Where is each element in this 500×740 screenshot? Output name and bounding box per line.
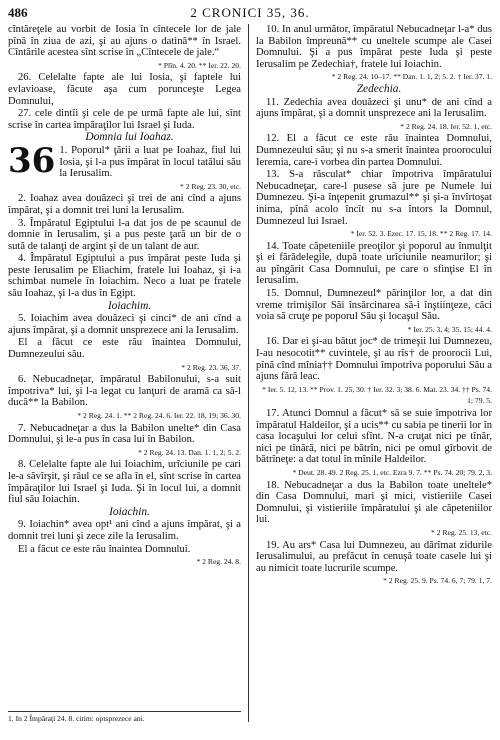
running-title: 2 CRONICI 35, 36.	[190, 5, 310, 20]
section-heading-zedechia: Zedechia.	[356, 82, 402, 95]
crossref: * 2 Reg. 24. 1. ** 2 Reg. 24. 6. Ier. 22. 18, 19; 36. 30.	[77, 411, 241, 420]
verse-2: 2. Ioahaz avea douăzeci şi trei de ani cînd a ajuns împărat, şi a domnit trei luni la Ierusalim.	[8, 193, 241, 216]
left-column	[8, 24, 241, 569]
verse-14: 14. Toate căpeteniile preoţilor şi poporul au înmulţit şi ei fărădelegile, după toate urîciunile neamurilor; şi au pîngărit Casa Domnului, pe care o sfinţise El în Ierusalim.	[256, 240, 492, 287]
verse-5: 5. Ioiachim avea douăzeci şi cinci* de ani cînd a ajuns împărat, şi a domnit unsprezece ani la Ierusalim.	[8, 313, 241, 336]
verse-7: 7. Nebucadneţar a dus la Babilon unelte* din Casa Domnului, şi le-a pus în casa lui în Babilon.	[8, 422, 241, 446]
verse-4: 4. Împăratul Egiptului a pus împărat peste Iuda şi peste Ierusalim pe Eliachim, fratele lui Ioahaz, şi i-a schimbat numele în Ioiachim. Neco a luat pe fratele său Ioahaz, şi l-a dus în Egipt.	[8, 253, 241, 300]
crossref: * Ier. 25. 3, 4; 35. 15; 44. 4.	[407, 324, 492, 334]
verse-1: 1. Poporul* ţării a luat pe Ioahaz, fiul lui Iosia, şi l-a pus împărat în locul tatălui său la Ierusalim.	[59, 144, 241, 180]
verse-25-continued: cîntăreţele au vorbit de Iosia în cîntecele lor de jale pînă în ziua de azi, şi au ajuns o datină** în Israel. Cîntările acestea sînt scrise în „Cîntecele de jale.“	[8, 24, 241, 59]
verse-17: 17. Atunci Domnul a făcut* să se suie împotriva lor împăratul Haldeilor, şi a ucis** cu sabia pe tinerii lor în casa locaşului lor celui sfînt. N-a cruţat nici pe tînăr, nici pe tînără, nici pe bătrîn, nici pe omul gîrbovit de bătrîneţe: a dat totul în mînile Haldeilor.	[256, 408, 492, 466]
verse-9b: El a făcut ce este rău înaintea Domnului.	[18, 543, 191, 555]
crossref: * 2 Reg. 24. 8.	[196, 557, 241, 567]
verse-11: 11. Zedechia avea douăzeci şi unu* de ani cînd a ajuns împărat, şi a domnit unsprezece ani la Ierusalim.	[256, 96, 492, 120]
crossref: * 2 Reg. 23. 36, 37.	[181, 362, 241, 372]
column-divider	[248, 24, 249, 722]
verse-27: 27. cele dintîi şi cele de pe urmă fapte ale lui, sînt scrise în cartea împăraţilor lui Israel şi Iuda.	[8, 108, 241, 131]
crossref: * 2 Reg. 23. 30, etc.	[180, 181, 241, 191]
section-heading-ioahaz: Domnia lui Ioahaz.	[85, 131, 174, 144]
verse-26: 26. Celelalte fapte ale lui Iosia, şi faptele lui evlavioase, făcute aşa cum porunceşte Legea Domnului,	[8, 72, 241, 107]
crossref: * Ier. 5. 12, 13. ** Prov. 1. 25, 30. † Ier. 32. 3; 38. 6. Mat. 23. 34. †† Ps. 74. 1; 79. 5.	[262, 384, 492, 406]
crossref: * Deut. 28. 49. 2 Reg. 25. 1, etc. Ezra 9. 7. ** Ps. 74. 20; 79. 2, 3.	[292, 467, 492, 477]
verse-10: 10. In anul următor, împăratul Nebucadneţar l-a* dus la Babilon împreună** cu uneltele scumpe ale Casei Domnului. Şi a pus împărat peste Iuda şi peste Ierusalim pe Zedechia†, fratele lui Ioiachin.	[256, 24, 492, 70]
chapter-36-start	[8, 140, 241, 181]
verse-19: 19. Au ars* Casa lui Dumnezeu, au dărîmat zidurile Ierusalimului, au prefăcut în cenuşă toate casele lui şi au nimicit toate lucrurile scumpe.	[256, 539, 492, 574]
crossref: * 2 Reg. 24. 13. Dan. 1. 1, 2; 5. 2.	[138, 447, 241, 457]
verse-9: 9. Ioiachin* avea opt¹ ani cînd a ajuns împărat, şi a domnit trei luni şi zece zile la Ierusalim.	[8, 519, 241, 542]
verse-18: 18. Nebucadneţar a dus la Babilon toate uneltele* din Casa Domnului, mari şi mici, vistieriile Casei Domnului, şi vistieriile împăratului şi ale căpeteniilor lui.	[256, 479, 492, 526]
crossref: * 2 Reg. 25. 13, etc.	[431, 527, 492, 537]
verse-5b: El a făcut ce este rău înaintea Domnului, Dumnezeului său.	[8, 337, 241, 361]
verse-3: 3. Împăratul Egiptului l-a dat jos de pe scaunul de domnie în Ierusalim, şi a pus peste ţară un bir de o sută de talanţi de argint şi de un talant de aur.	[8, 217, 241, 252]
chapter-number: 36	[8, 140, 56, 181]
right-column	[256, 24, 492, 588]
section-heading-ioiachim: Ioiachim.	[107, 299, 152, 312]
verse-8: 8. Celelalte fapte ale lui Ioiachim, urîciunile pe cari le-a săvîrşit, şi răul ce se afla în el, sînt scrise în cartea împăraţilor lui Israel şi Iuda. Şi în locul lui, a domnit fiul său Ioiachin.	[8, 459, 241, 506]
verse-6: 6. Nebucadneţar, împăratul Babilonului, s-a suit împotriva* lui, şi l-a legat cu lanţuri de aramă ca să-l ducă** la Babilon.	[8, 374, 241, 409]
section-heading-ioiachin: Ioiachin.	[109, 505, 150, 518]
crossref: * Plîn. 4. 20. ** Ier. 22. 20.	[158, 60, 241, 70]
verse-12: 12. El a făcut ce este rău înaintea Domnului, Dumnezeului său; şi nu s-a smerit înaintea proorocului Ieremia, care-i vorbea din partea Domnului.	[256, 133, 492, 168]
footnote: 1. In 2 Împăraţi 24. 8. citim: optsprezece ani.	[8, 711, 241, 723]
verse-16: 16. Dar ei şi-au bătut joc* de trimeşii lui Dumnezeu, I-au nesocotit** cuvintele, şi au rîs† de proorocii Lui, pînă cînd mînia†† Domnului împotriva poporului Său a ajuns fără leac.	[256, 336, 492, 383]
crossref: * 2 Reg. 25. 9. Ps. 74. 6, 7; 79. 1, 7.	[383, 576, 492, 586]
verse-13: 13. S-a răsculat* chiar împotriva împăratului Nebucadneţar, care-l pusese să jure pe Numele lui Dumnezeu. Şi-a înţepenit grumazul** şi şi-a învîrtoşat inima, pînă acolo încît nu s-a întors la Domnul, Dumnezeul lui Israel.	[256, 169, 492, 227]
page-number: 486	[8, 5, 28, 20]
crossref: * 2 Reg. 24. 18. Ier. 52. 1, etc.	[400, 121, 492, 131]
page-header	[8, 5, 492, 21]
crossref: * 2 Reg. 24. 10–17. ** Dan. 1. 1, 2; 5. 2. † Ier. 37. 1.	[331, 72, 492, 82]
verse-15: 15. Domnul, Dumnezeul* părinţilor lor, a dat din vreme trimişilor Săi însărcinarea să-i înştiinţeze, căci voia să cruţe pe poporul Său şi locaşul Său.	[256, 288, 492, 323]
crossref: * Ier. 52. 3. Ezec. 17. 15, 18. ** 2 Reg. 17. 14.	[350, 229, 492, 239]
